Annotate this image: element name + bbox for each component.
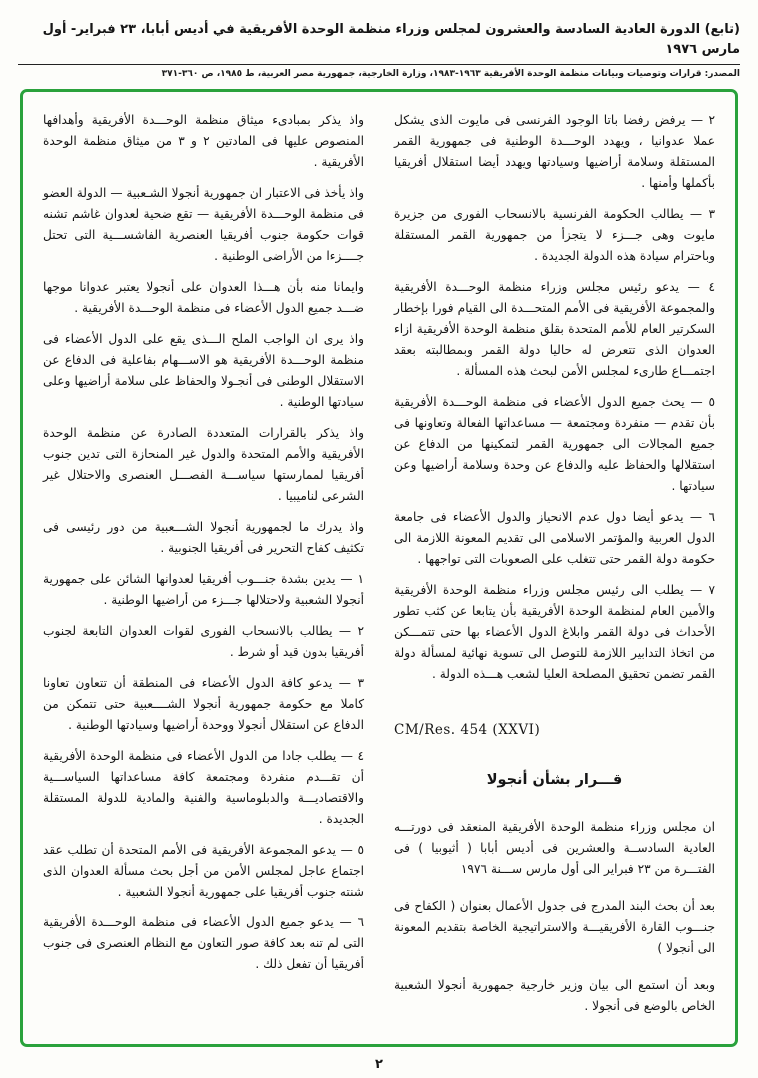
paragraph: ٤ — يطلب جادا من الدول الأعضاء فى منظمة الوحدة الأفريقية أن تقـــدم منفردة ومجتمعة كافة مساعداتها السياســـية والاقتصاديـــة والدبلوماسية والفنية والمادية للدولة المستقلة الجديدة .	[43, 748, 364, 826]
paragraph: ٥ — يحث جميع الدول الأعضاء فى منظمة الوحـــدة الأفريقية بأن تقدم — منفردة ومجتمعة — مساعداتها الفعالة وتعاونها فى جميع المجالات الى جمهورية القمر لتمكينها من الدفاع عن استقلالها والحفاظ عليه والدفاع عن وحدة وسلامة أراضيها وعن سيادتها .	[394, 394, 715, 493]
resolution-preamble	[394, 817, 715, 1017]
paragraph: واذ يذكر بمبادىء ميثاق منظمة الوحـــدة الأفريقية وأهدافها المنصوص عليها فى المادتين ٢ و ٣ من ميثاق منظمة الوحدة الأفريقية .	[43, 113, 364, 169]
paragraph: ان مجلس وزراء منظمة الوحدة الأفريقية المنعقد فى دورتـــه العادية السادســة والعشرين فى أديس أبابا ( أثيوبيا ) فى الفتـــرة من ٢٣ فبراير الى أول مارس ســـنة ١٩٧٦	[394, 819, 715, 876]
resolution-title: قـــرار بشأن أنجولا	[486, 771, 623, 788]
page-header	[0, 0, 758, 81]
paragraph: ٢ — يطالب بالانسحاب الفورى لقوات العدوان التابعة لجنوب أفريقيا بدون قيد أو شرط .	[43, 623, 364, 659]
header-divider	[18, 64, 740, 65]
session-title: (تابع) الدورة العادية السادسة والعشرون لمجلس وزراء منظمة الوحدة الأفريقية في أديس أبابا، ٢٣ فبراير- أول مارس ١٩٧٦	[42, 22, 740, 57]
paragraph: ٦ — يدعو أيضا دول عدم الانحياز والدول الأعضاء فى جامعة الدول العربية والمؤتمر الاسلامى الى تقديم المعونة اللازمة الى حكومة دولة القمر حتى تتغلب على الصعوبات التى تواجهها .	[394, 509, 715, 566]
resolution-code: CM/Res. 454 (XXVI)	[394, 721, 541, 738]
source-citation: المصدر: قرارات وتوصيات وبيانات منظمة الوحدة الأفريقية ١٩٦٣-١٩٨٣، وزارة الخارجية، جمهورية مصر العربية، ط ١٩٨٥، ص ٣٦٠-٣٧١	[161, 69, 740, 79]
page-footer	[0, 1057, 758, 1072]
paragraph: ٤ — يدعو رئيس مجلس وزراء منظمة الوحـــدة الأفريقية والمجموعة الأفريقية فى الأمم المتحـــدة الى القيام فورا بإخطار السكرتير العام للأمم المتحدة بقلق منظمة الوحدة الأفريقية ازاء العدوان الذى تتعرض له حاليا دولة القمر وبمطالبته بعقد اجتمـــاع طارىء لمجلس الأمن لبحث هذه المسألة .	[394, 279, 715, 378]
paragraph: وبعد أن استمع الى بيان وزير خارجية جمهورية أنجولا الشعبية الخاص بالوضع فى أنجولا .	[394, 977, 715, 1013]
paragraph: ٣ — يدعو كافة الدول الأعضاء فى المنطقة أن تتعاون تعاونا كاملا مع حكومة جمهورية أنجولا الشــــعبية حتى تتمكن من الدفاع عن استقلال أنجولا ووحدة أراضيها وسيادتها الوطنية .	[43, 675, 364, 732]
paragraph: بعد أن بحث البند المدرج فى جدول الأعمال بعنوان ( الكفاح فى جنـــوب القارة الأفريقيـــة والاستراتيجية الخاصة بتقديم المعونة الى أنجولا )	[394, 898, 715, 955]
paragraph: ٣ — يطالب الحكومة الفرنسية بالانسحاب الفورى من جزيرة مايوت وهى جـــزء لا يتجزأ من جمهورية القمر المستقلة وباحترام سيادة هذه الدولة الجديدة .	[394, 206, 715, 263]
paragraph: ٢ — يرفض رفضا باتا الوجود الفرنسى فى مايوت الذى يشكل عملا عدوانيا ، ويهدد الوحـــدة الوطنية فى جمهورية القمر المستقلة وسلامة أراضيها وسيادتها ويهدد أيضا استقلال أفريقيا بأكملها وأمنها .	[394, 113, 715, 190]
paragraph: وايمانا منه بأن هـــذا العدوان على أنجولا يعتبر عدوانا موجها ضـــد جميع الدول الأعضاء فى منظمة الوحـــدة الأفريقية .	[43, 279, 364, 315]
paragraph: ٥ — يدعو المجموعة الأفريقية فى الأمم المتحدة أن تطلب عقد اجتماع عاجل لمجلس الأمن من أجل بحث مسألة العدوان الذى شنته جنوب أفريقيا على جمهورية أنجولا الشعبية .	[43, 842, 364, 899]
page-number: ٢	[375, 1057, 383, 1072]
paragraph: ٧ — يطلب الى رئيس مجلس وزراء منظمة الوحدة الأفريقية والأمين العام لمنظمة الوحدة الأفريقية بأن يتابعا عن كثب تطور الأحداث فى دولة القمر وابلاغ الدول الأعضاء بها حتى تتمـــكن من اتخاذ التدابير اللازمة للتوصل الى تسوية نهائية لمسألة دولة القمر تضمن تحقيق المصلحة العليا لشعب هـــذه الدولة .	[394, 582, 715, 681]
paragraph: ٦ — يدعو جميع الدول الأعضاء فى منظمة الوحـــدة الأفريقية التى لم تنه بعد كافة صور التعاون مع النظام العنصرى فى جنوب أفريقيا أن تفعل ذلك .	[43, 915, 364, 972]
right-column	[394, 110, 715, 1030]
content-frame	[20, 89, 738, 1047]
paragraph: واذ يذكر بالقرارات المتعددة الصادرة عن منظمة الوحدة الأفريقية والأمم المتحدة والدول غير المنحازة التى تدين جنوب أفريقيا لممارستها سياســـة الفصـــل العنصرى والاحتلال غير الشرعى لناميبيا .	[43, 425, 364, 503]
paragraph: واذ يرى ان الواجب الملح الـــذى يقع على الدول الأعضاء فى منظمة الوحـــدة الأفريقية هو الاســـهام بفاعلية فى الدفاع عن الاستقلال الوطنى فى أنجـولا والحفاظ على سلامة أراضيها وعلى سيادتها الوطنية .	[43, 331, 364, 409]
text-columns	[43, 110, 715, 1030]
paragraph: ١ — يدين بشدة جنـــوب أفريقيا لعدوانها الشائن على جمهورية أنجولا الشعبية ولاحتلالها جـــزء من أراضيها الوطنية .	[43, 571, 364, 607]
left-column	[43, 110, 364, 1030]
paragraph: واذ يأخذ فى الاعتبار ان جمهورية أنجولا الشـعبية — الدولة العضو فى منظمة الوحـــدة الأفريقية — تقع ضحية لعدوان غاشم تشنه قوات حكومة جنوب أفريقيا العنصرية الفاشســـية التى تحتل جــــزءا من الأراضى الوطنية .	[43, 185, 364, 263]
paragraph: واذ يدرك ما لجمهورية أنجولا الشـــعبية من دور رئيسى فى تكثيف كفاح التحرير فى أفريقيا الجنوبية .	[43, 519, 364, 555]
